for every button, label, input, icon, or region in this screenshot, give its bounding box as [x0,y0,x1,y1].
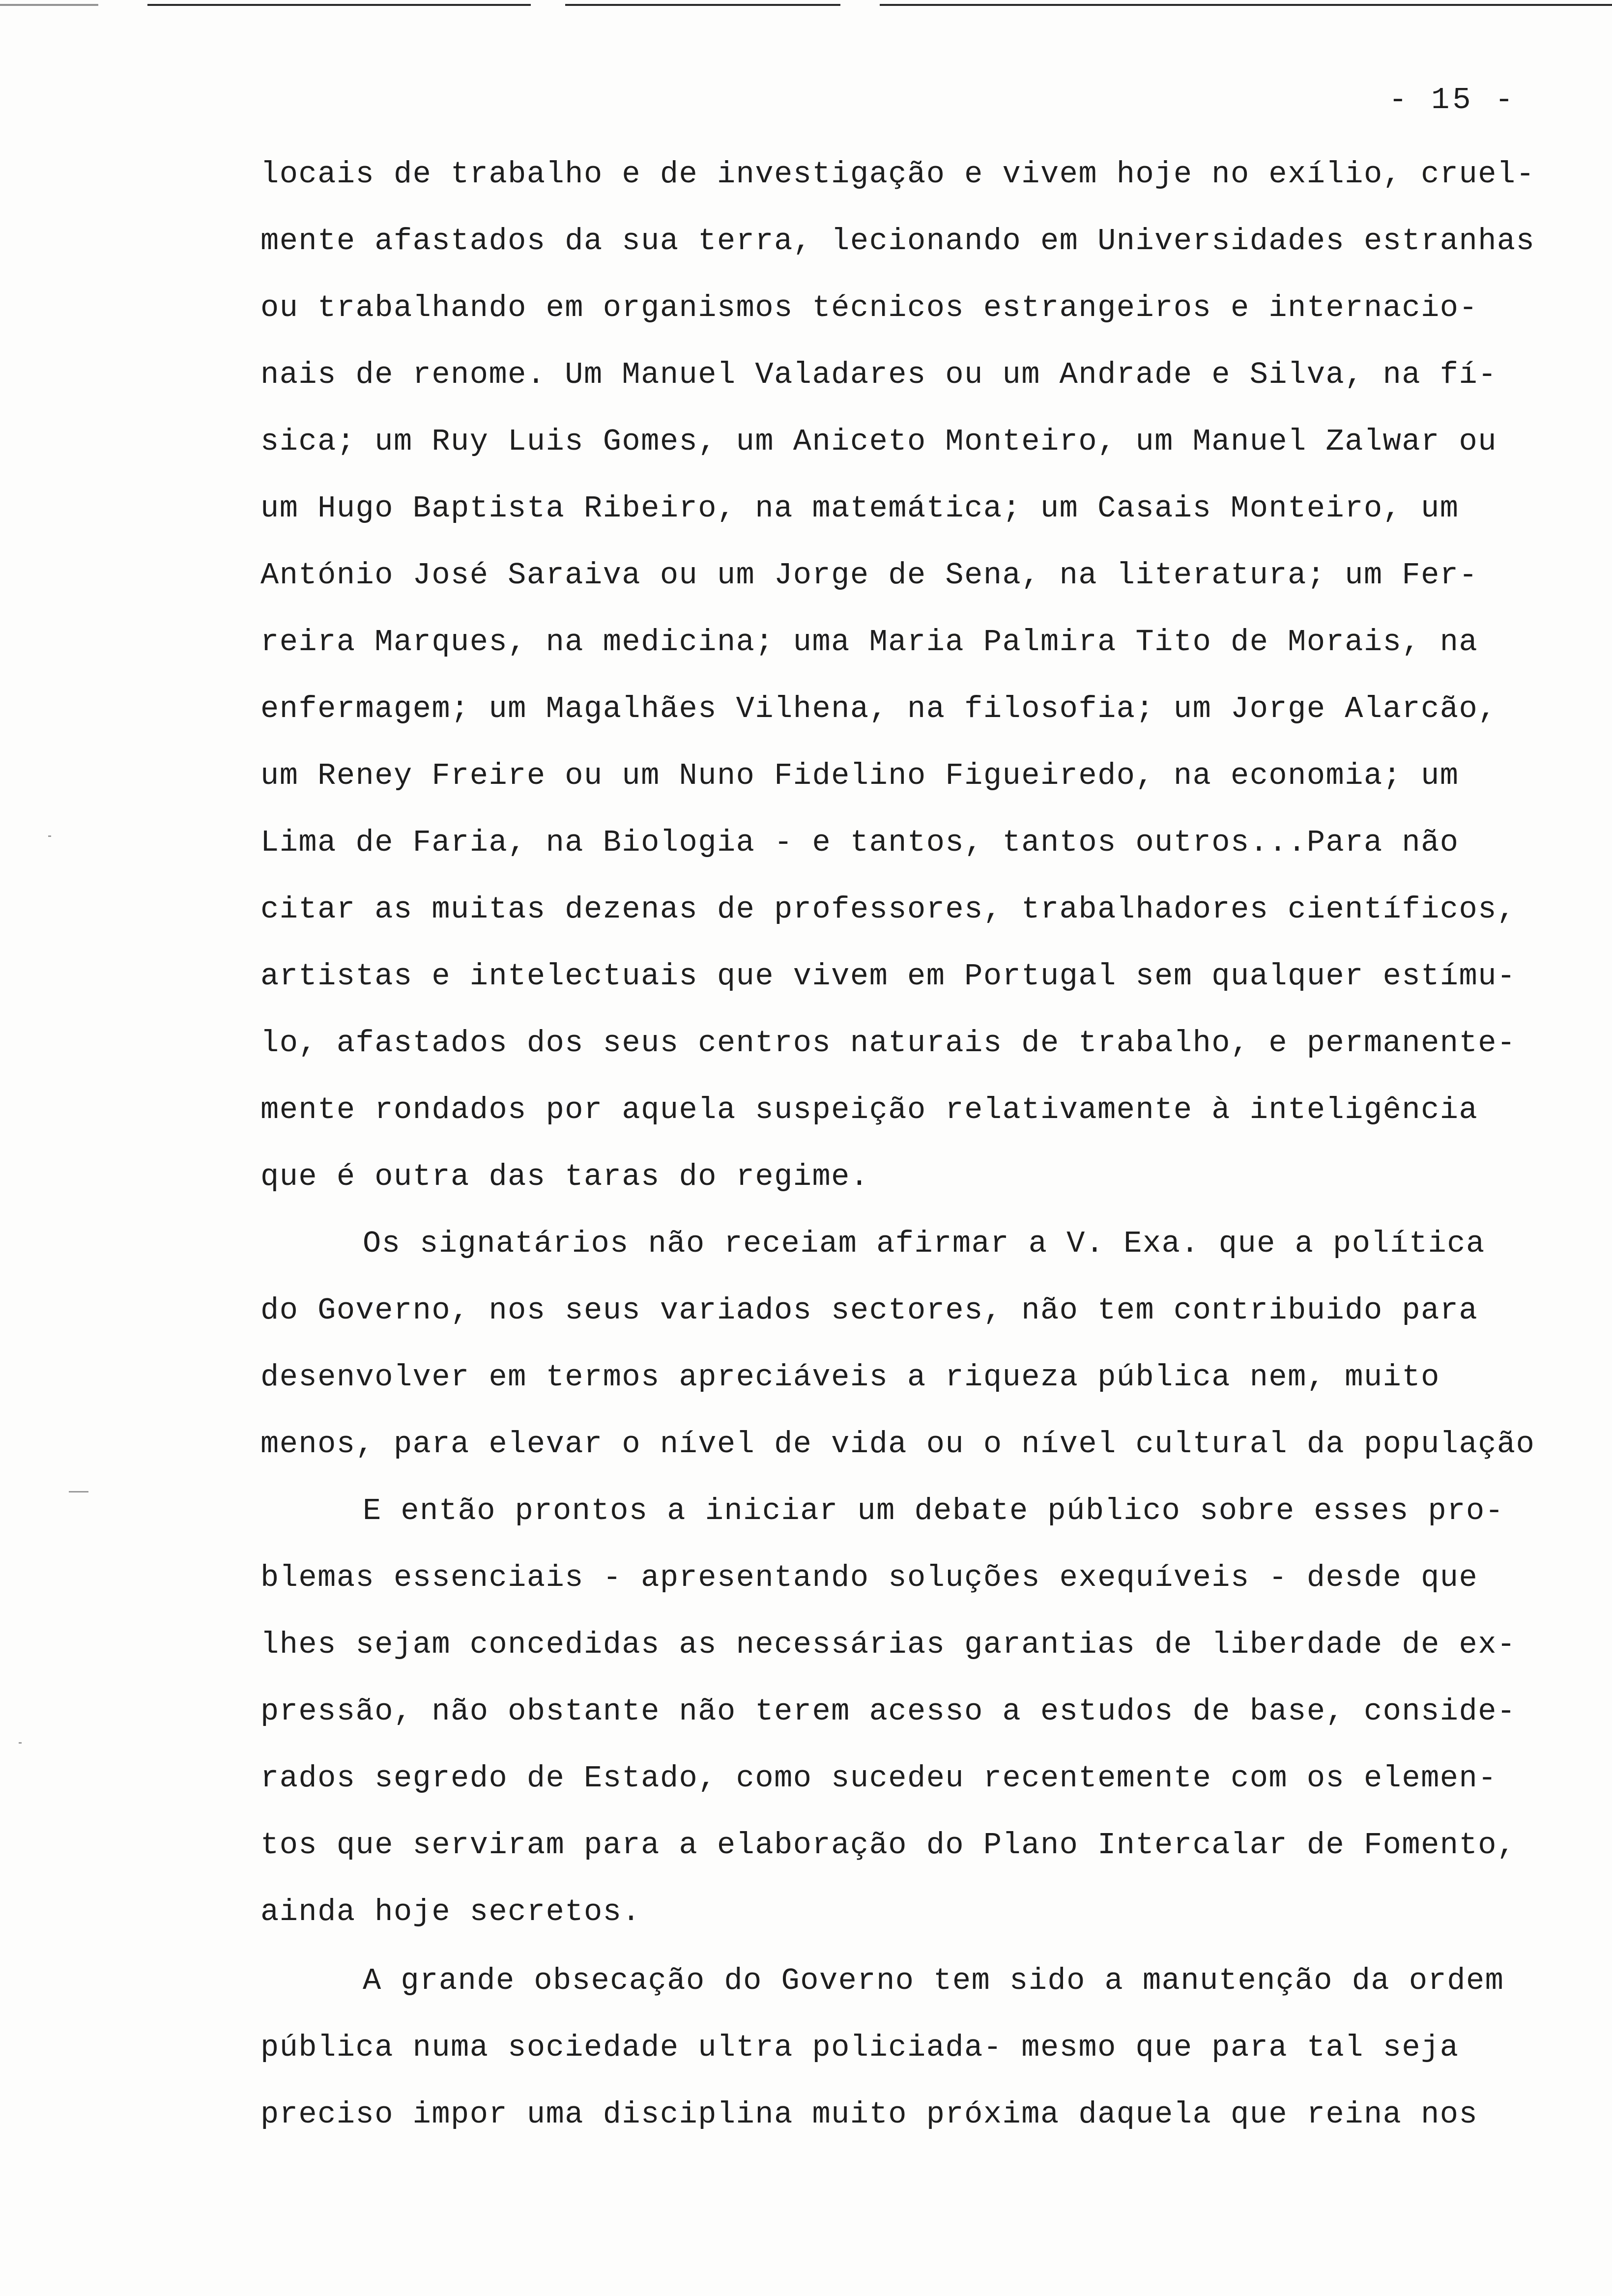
text-line: que é outra das taras do regime. [260,1159,869,1194]
text-line: sica; um Ruy Luis Gomes, um Aniceto Monteiro, um Manuel Zalwar ou [260,424,1497,459]
scan-speck [48,835,51,837]
text-line: António José Saraiva ou um Jorge de Sena, na literatura; um Fer- [260,558,1478,593]
text-line: tos que serviram para a elaboração do Plano Intercalar de Fomento, [260,1828,1516,1863]
text-line: ou trabalhando em organismos técnicos estrangeiros e internacio- [260,290,1478,325]
text-line: citar as muitas dezenas de professores, trabalhadores científicos, [260,892,1516,927]
text-line: ainda hoje secretos. [260,1894,641,1929]
text-line: Lima de Faria, na Biologia - e tantos, tantos outros...Para não [260,825,1459,860]
text-line: nais de renome. Um Manuel Valadares ou um Andrade e Silva, na fí- [260,357,1497,392]
text-line: locais de trabalho e de investigação e vivem hoje no exílio, cruel- [260,157,1535,192]
top-edge-rule [0,4,98,6]
text-line: um Hugo Baptista Ribeiro, na matemática; um Casais Monteiro, um [260,491,1459,526]
text-line: lo, afastados dos seus centros naturais de trabalho, e permanente- [260,1026,1516,1061]
text-line: reira Marques, na medicina; uma Maria Palmira Tito de Morais, na [260,625,1478,660]
text-line: enfermagem; um Magalhães Vilhena, na filosofia; um Jorge Alarcão, [260,691,1497,726]
scan-speck [69,1491,88,1492]
top-edge-rule [147,4,531,6]
text-line: do Governo, nos seus variados sectores, não tem contribuido para [260,1293,1478,1328]
paragraph-first-line: E então prontos a iniciar um debate público sobre esses pro- [363,1493,1504,1528]
top-edge-rule [565,4,840,6]
text-line: lhes sejam concedidas as necessárias garantias de liberdade de ex- [260,1627,1516,1662]
page-number: - 15 - [1388,83,1516,117]
text-line: rados segredo de Estado, como sucedeu recentemente com os elemen- [260,1761,1497,1796]
text-line: pública numa sociedade ultra policiada- mesmo que para tal seja [260,2030,1459,2065]
text-line: pressão, não obstante não terem acesso a estudos de base, conside- [260,1694,1516,1729]
text-line: desenvolver em termos apreciáveis a riqueza pública nem, muito [260,1360,1440,1395]
text-line: artistas e intelectuais que vivem em Portugal sem qualquer estímu- [260,959,1516,994]
text-line: blemas essenciais - apresentando soluções exequíveis - desde que [260,1560,1478,1595]
text-line: mente afastados da sua terra, lecionando em Universidades estranhas [260,224,1535,258]
text-line: um Reney Freire ou um Nuno Fidelino Figueiredo, na economia; um [260,758,1459,793]
top-edge-rule [880,4,1612,6]
paragraph-first-line: A grande obsecação do Governo tem sido a manutenção da ordem [363,1963,1504,1998]
scan-speck [19,1742,22,1744]
paragraph-first-line: Os signatários não receiam afirmar a V. Exa. que a política [363,1226,1485,1261]
text-line: preciso impor uma disciplina muito próxima daquela que reina nos [260,2097,1478,2132]
text-line: menos, para elevar o nível de vida ou o nível cultural da população [260,1427,1535,1462]
text-line: mente rondados por aquela suspeição relativamente à inteligência [260,1092,1478,1127]
